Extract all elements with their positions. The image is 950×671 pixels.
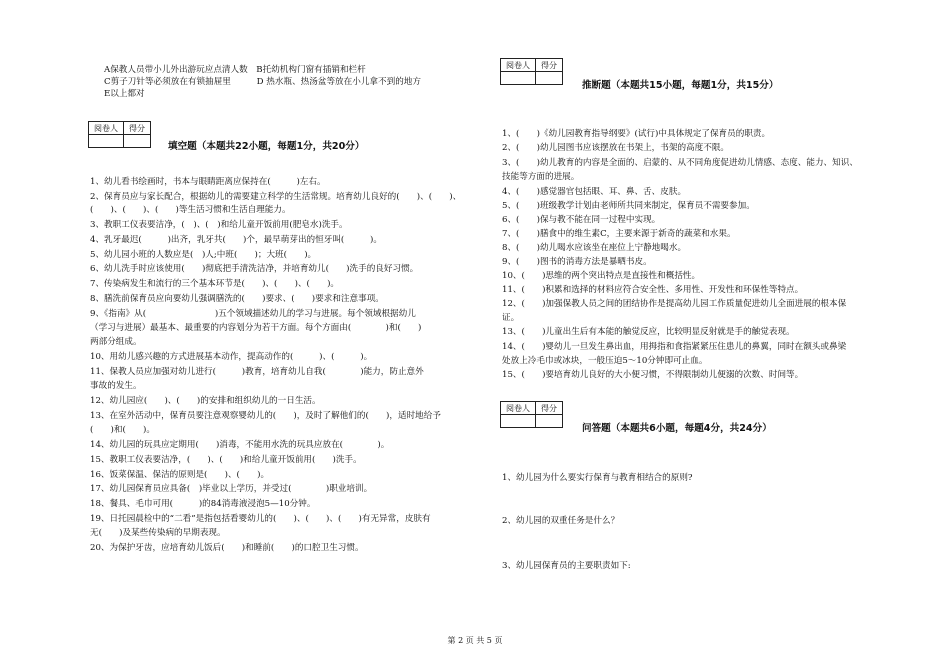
fill-line: 4、乳牙最迟( )出齐，乳牙共( )个，最早萌芽出的恒牙叫( )。 <box>90 235 382 245</box>
fill-line: 19、日托园晨检中的“二看”是指包括看婴幼儿的( )、( )、( )有无异常，皮肤有 <box>90 514 431 524</box>
score-box-qa <box>500 401 563 428</box>
judge-line: 处放上冷毛巾或冰块，一般压迫5～10分钟即可止血。 <box>502 356 708 366</box>
fill-line: 6、幼儿洗手时应该使用( )彻底把手清洗洁净，并培育幼儿( )洗手的良好习惯。 <box>90 264 419 274</box>
fill-line: 9、《指南》从( )五个领域描述幼儿的学习与进展。每个领域根据幼儿 <box>90 309 416 319</box>
judge-line: 7、( )膳食中的维生素C，主要来源于新奇的蔬菜和水果。 <box>502 229 736 239</box>
fill-line: ( )、( )、( )等生活习惯和生活自理能力。 <box>90 205 291 215</box>
judge-line: 11、( )积累和选择的材料应符合安全性、多用性、开发性和环保性等特点。 <box>502 285 804 295</box>
fill-line: 16、饭菜保温、保洁的原则是( )、( )。 <box>90 470 270 480</box>
fill-line: 11、保教人员应加强对幼儿进行( )教育，培育幼儿自我( )能力，防止意外 <box>90 367 424 377</box>
judge-line: 12、( )加强保教人员之间的团结协作是提高幼儿园工作质量促进幼儿全面进展的根本保 <box>502 299 847 309</box>
score-label: 得分 <box>536 59 563 72</box>
grader-label: 阅卷人 <box>501 402 536 415</box>
fill-line: 7、传染病发生和流行的三个基本环节是( )、( )、( )。 <box>90 279 340 289</box>
qa-question-3: 3、幼儿园保育员的主要职责如下: <box>502 561 631 571</box>
option-line-2: C剪子刀针等必须放在有锁抽屉里 D 热水瓶、热汤盆等放在小儿拿不到的地方 <box>104 77 421 87</box>
judge-line: 15、( )要培育幼儿良好的大小便习惯，不得限制幼儿便溺的次数、时间等。 <box>502 370 804 380</box>
grader-label: 阅卷人 <box>89 122 124 135</box>
fill-line: 13、在室外活动中，保育员要注意观察婴幼儿的( )，及时了解他们的( )，适时地给予 <box>90 411 441 421</box>
score-box-fill <box>88 121 151 148</box>
fill-line: 15、教职工仪表要洁净，( )、( )和给儿童开饭前用( )洗手。 <box>90 455 362 465</box>
score-label: 得分 <box>536 402 563 415</box>
fill-line: 3、教职工仪表要洁净，( )、( )和给儿童开饭前用(肥皂水)洗手。 <box>90 220 348 230</box>
fill-section-title: 填空题（本题共22小题，每题1分，共20分） <box>168 141 365 152</box>
fill-line: 两部分组成。 <box>90 337 142 347</box>
qa-question-1: 1、幼儿园为什么要实行保育与教育相结合的原则? <box>502 473 693 483</box>
judge-line: 证。 <box>502 313 520 323</box>
fill-line: 18、餐具、毛巾可用( )的84消毒液浸泡5—10分钟。 <box>90 499 316 509</box>
fill-line: 12、幼儿园应( )、( )的安排和组织幼儿的一日生活。 <box>90 396 321 406</box>
fill-line: 20、为保护牙齿，应培育幼儿饭后( )和睡前( )的口腔卫生习惯。 <box>90 543 364 553</box>
fill-line: 8、膳洗前保育员应向要幼儿强调膳洗的( )要求、( )要求和注意事项。 <box>90 294 384 304</box>
fill-line: 无( )及某些传染病的早期表现。 <box>90 528 226 538</box>
page-footer: 第 2 页 共 5 页 <box>447 636 503 645</box>
grader-cell[interactable] <box>501 415 536 428</box>
judge-line: 14、( )婴幼儿一旦发生鼻出血，用拇指和食指紧紧压住患儿的鼻翼，同时在额头或鼻梁 <box>502 342 847 352</box>
qa-section-title: 问答题（本题共6小题，每题4分，共24分） <box>582 423 772 434</box>
judge-line: 5、( )班级教学计划由老师所共同来制定，保育员不需要参加。 <box>502 201 755 211</box>
score-label: 得分 <box>124 122 151 135</box>
judge-line: 8、( )幼儿喝水应该坐在座位上宁静地喝水。 <box>502 243 687 253</box>
judge-line: 10、( )思维的两个突出特点是直接性和概括性。 <box>502 271 701 281</box>
fill-line: 14、幼儿园的玩具应定期用( )消毒，不能用水洗的玩具应放在( )。 <box>90 440 390 450</box>
judge-line: 技能等方面的进展。 <box>502 172 580 182</box>
judge-line: 2、( )幼儿园图书应该摆放在书架上，书架的高度不限。 <box>502 143 730 153</box>
grader-label: 阅卷人 <box>501 59 536 72</box>
judge-line: 6、( )保与教不能在同一过程中实现。 <box>502 215 661 225</box>
score-cell[interactable] <box>536 415 563 428</box>
fill-line: 1、幼儿看书绘画时，书本与眼睛距离应保持在( )左右。 <box>90 177 326 187</box>
judge-line: 4、( )感觉器官包括眼、耳、鼻、舌、皮肤。 <box>502 187 687 197</box>
grader-cell[interactable] <box>501 72 536 85</box>
fill-line: 17、幼儿园保育员应具备( )毕业以上学历，并受过( )职业培训。 <box>90 484 373 494</box>
fill-line: 10、用幼儿感兴趣的方式进展基本动作，提高动作的( )、( )。 <box>90 352 373 362</box>
fill-line: 事故的发生。 <box>90 381 142 391</box>
qa-question-2: 2、幼儿园的双重任务是什么？ <box>502 516 620 526</box>
option-line-3: E以上都对 <box>104 89 145 99</box>
judge-section-title: 推断题（本题共15小题，每题1分，共15分） <box>582 80 779 91</box>
judge-line: 3、( )幼儿教育的内容是全面的、启蒙的、从不同角度促进幼儿情感、态度、能力、知识、 <box>502 158 858 168</box>
score-cell[interactable] <box>536 72 563 85</box>
grader-cell[interactable] <box>89 135 124 148</box>
judge-line: 1、( )《幼儿园教育指导纲要》(试行)中具体规定了保育员的职责。 <box>502 129 771 139</box>
fill-line: （学习与进展）最基本、最重要的内容划分为若干方面。每个方面由( )和( ) <box>90 323 422 333</box>
score-cell[interactable] <box>124 135 151 148</box>
option-line-1: A保教人员带小儿外出游玩应点清人数 B托幼机构门窗有插销和栏杆 <box>104 65 366 75</box>
judge-line: 9、( )图书的消毒方法是暴晒书皮。 <box>502 257 652 267</box>
score-box-judge <box>500 58 563 85</box>
judge-line: 13、( )儿童出生后有本能的触觉反应，比较明显反射就是手的触觉表现。 <box>502 327 795 337</box>
fill-line: 5、幼儿园小班的人数应是( )人;中班( )；大班( )。 <box>90 250 317 260</box>
fill-line: ( )和( )。 <box>90 425 155 435</box>
fill-line: 2、保育员应与家长配合，根据幼儿的需要建立科学的生活常规。培育幼儿良好的( )、( )、 <box>90 192 462 202</box>
